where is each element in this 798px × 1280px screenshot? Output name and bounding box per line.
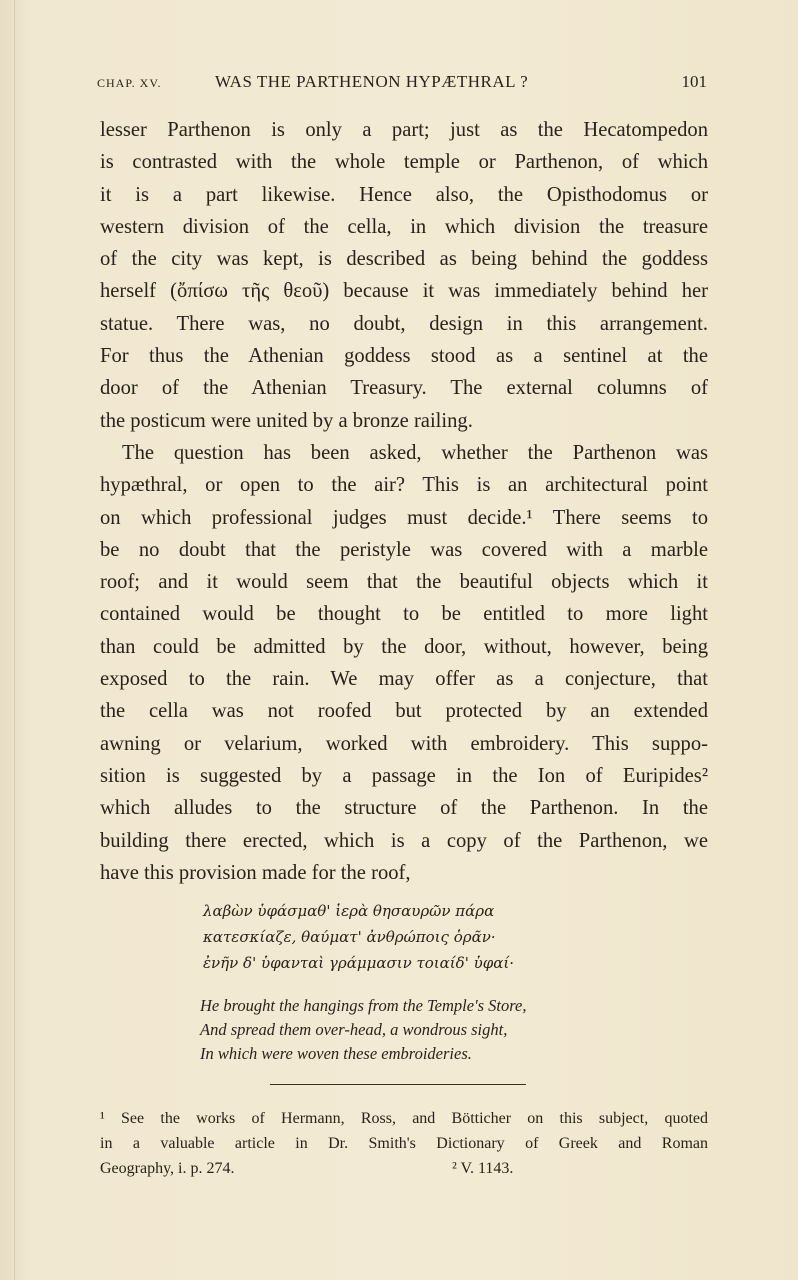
body-line: hypæthral, or open to the air? This is an architectural point	[100, 474, 708, 497]
footnote-1-end: Geography, i. p. 274.	[100, 1160, 235, 1177]
greek-line: ἐνῆν δ' ὑφανταὶ γράμμασιν τοιαίδ' ὑφαί·	[203, 954, 515, 972]
page-edge	[14, 0, 15, 1280]
body-line: door of the Athenian Treasury. The external columns of	[100, 377, 708, 400]
english-translation	[200, 994, 630, 1066]
body-line: western division of the cella, in which division the treasure	[100, 215, 708, 238]
body-line: exposed to the rain. We may offer as a conjecture, that	[100, 668, 708, 691]
greek-quotation	[203, 898, 623, 976]
body-text	[100, 114, 708, 889]
body-line: than could be admitted by the door, without, however, being	[100, 635, 708, 658]
body-line: of the city was kept, is described as being behind the goddess	[100, 248, 708, 271]
translation-line: He brought the hangings from the Temple's Store,	[200, 996, 527, 1015]
chapter-label: CHAP. XV.	[97, 76, 162, 90]
translation-line: And spread them over-head, a wondrous sight,	[200, 1020, 508, 1039]
page-number: 101	[681, 72, 707, 91]
body-line: building there erected, which is a copy of the Parthenon, we	[100, 829, 708, 852]
body-line: lesser Parthenon is only a part; just as the Hecatompedon	[100, 119, 708, 141]
translation-line: In which were woven these embroideries.	[200, 1044, 472, 1063]
body-line: herself (ὄπίσω τῆς θεοῦ) because it was immediately behind her	[100, 280, 708, 303]
body-line: statue. There was, no doubt, design in this arrangement.	[100, 312, 708, 335]
footnote-line	[100, 1156, 708, 1181]
body-line: it is a part likewise. Hence also, the Opisthodomus or	[100, 183, 708, 206]
greek-line: κατεσκίαζε, θαύματ' ἀνθρώποις ὁρᾶν·	[203, 928, 496, 946]
body-line: awning or velarium, worked with embroidery. This suppo-	[100, 732, 708, 755]
footnote-line: in a valuable article in Dr. Smith's Dictionary of Greek and Roman	[100, 1135, 708, 1152]
body-line: be no doubt that the peristyle was covered with a marble	[100, 538, 708, 561]
body-line: The question has been asked, whether the Parthenon was	[122, 441, 708, 464]
footnote-2: ² V. 1143.	[452, 1160, 514, 1177]
greek-line: λαβὼν ὑφάσμαθ' ἱερὰ θησαυρῶν πάρα	[203, 902, 495, 920]
body-line: roof; and it would seem that the beautiful objects which it	[100, 571, 708, 594]
body-line: sition is suggested by a passage in the Ion of Euripides²	[100, 764, 708, 787]
running-header	[97, 72, 707, 98]
body-line: is contrasted with the whole temple or Parthenon, of which	[100, 151, 708, 174]
body-line: the cella was not roofed but protected by an extended	[100, 700, 708, 723]
body-line: contained would be thought to be entitled to more light	[100, 603, 708, 626]
body-line: For thus the Athenian goddess stood as a sentinel at the	[100, 345, 708, 368]
footnote-divider	[270, 1084, 526, 1085]
running-title: WAS THE PARTHENON HYPÆTHRAL ?	[215, 72, 529, 91]
footnote-line: ¹ See the works of Hermann, Ross, and Bötticher on this subject, quoted	[100, 1110, 708, 1127]
footnotes	[100, 1106, 708, 1181]
body-line: the posticum were united by a bronze railing.	[100, 409, 473, 432]
body-line: have this provision made for the roof,	[100, 861, 411, 884]
body-line: on which professional judges must decide.¹ There seems to	[100, 506, 708, 529]
body-line: which alludes to the structure of the Parthenon. In the	[100, 797, 708, 820]
